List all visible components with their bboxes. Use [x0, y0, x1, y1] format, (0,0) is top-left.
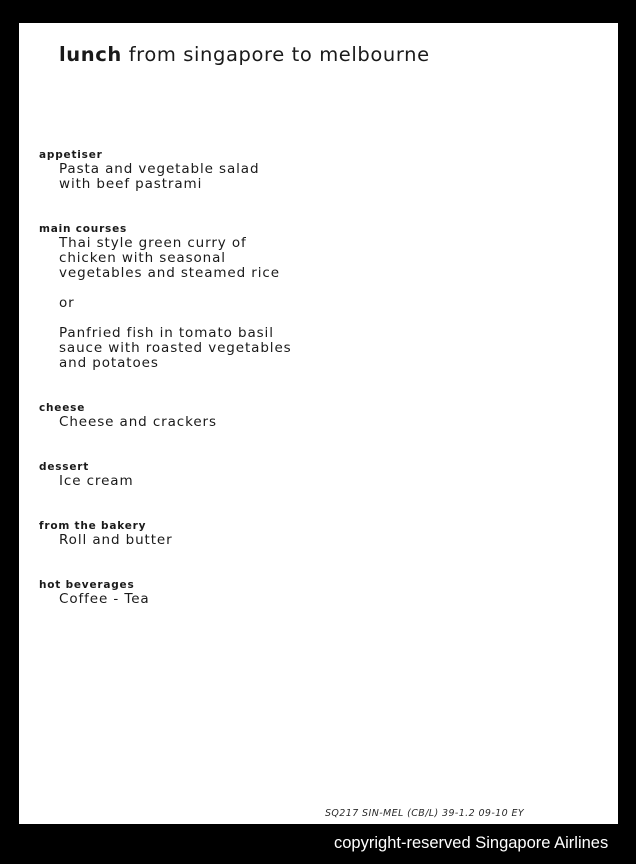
- menu-title: [59, 43, 430, 66]
- section-heading: hot beverages: [39, 579, 135, 591]
- menu-item: Ice cream: [59, 473, 134, 489]
- section-appetiser: [39, 149, 459, 192]
- copyright-watermark: copyright-reserved Singapore Airlines: [334, 834, 609, 852]
- menu-title-meal: lunch: [59, 43, 122, 66]
- section-heading: from the bakery: [39, 520, 147, 532]
- menu-sections: [39, 149, 459, 638]
- flight-menu-code: SQ217 SIN-MEL (CB/L) 39-1.2 09-10 EY: [325, 808, 525, 819]
- section-hot-beverages: [39, 579, 459, 607]
- section-bakery: [39, 520, 459, 548]
- section-heading: main courses: [39, 223, 128, 235]
- menu-title-route: from singapore to melbourne: [128, 43, 430, 66]
- menu-item-separator: or: [59, 295, 75, 311]
- section-cheese: [39, 402, 459, 430]
- section-dessert: [39, 461, 459, 489]
- menu-item: Panfried fish in tomato basil sauce with roasted vegetables and potatoes: [59, 325, 292, 371]
- section-main-courses: [39, 223, 459, 371]
- menu-item: Roll and butter: [59, 532, 173, 548]
- menu-item: Thai style green curry of chicken with seasonal vegetables and steamed rice: [59, 235, 280, 281]
- section-heading: dessert: [39, 461, 90, 473]
- menu-item: Pasta and vegetable salad with beef pastrami: [59, 161, 260, 192]
- spacer: [39, 311, 459, 326]
- section-heading: cheese: [39, 402, 86, 414]
- section-heading: appetiser: [39, 149, 103, 161]
- menu-item: Coffee - Tea: [59, 591, 150, 607]
- spacer: [39, 281, 459, 296]
- menu-item: Cheese and crackers: [59, 414, 217, 430]
- menu-card: [19, 23, 618, 824]
